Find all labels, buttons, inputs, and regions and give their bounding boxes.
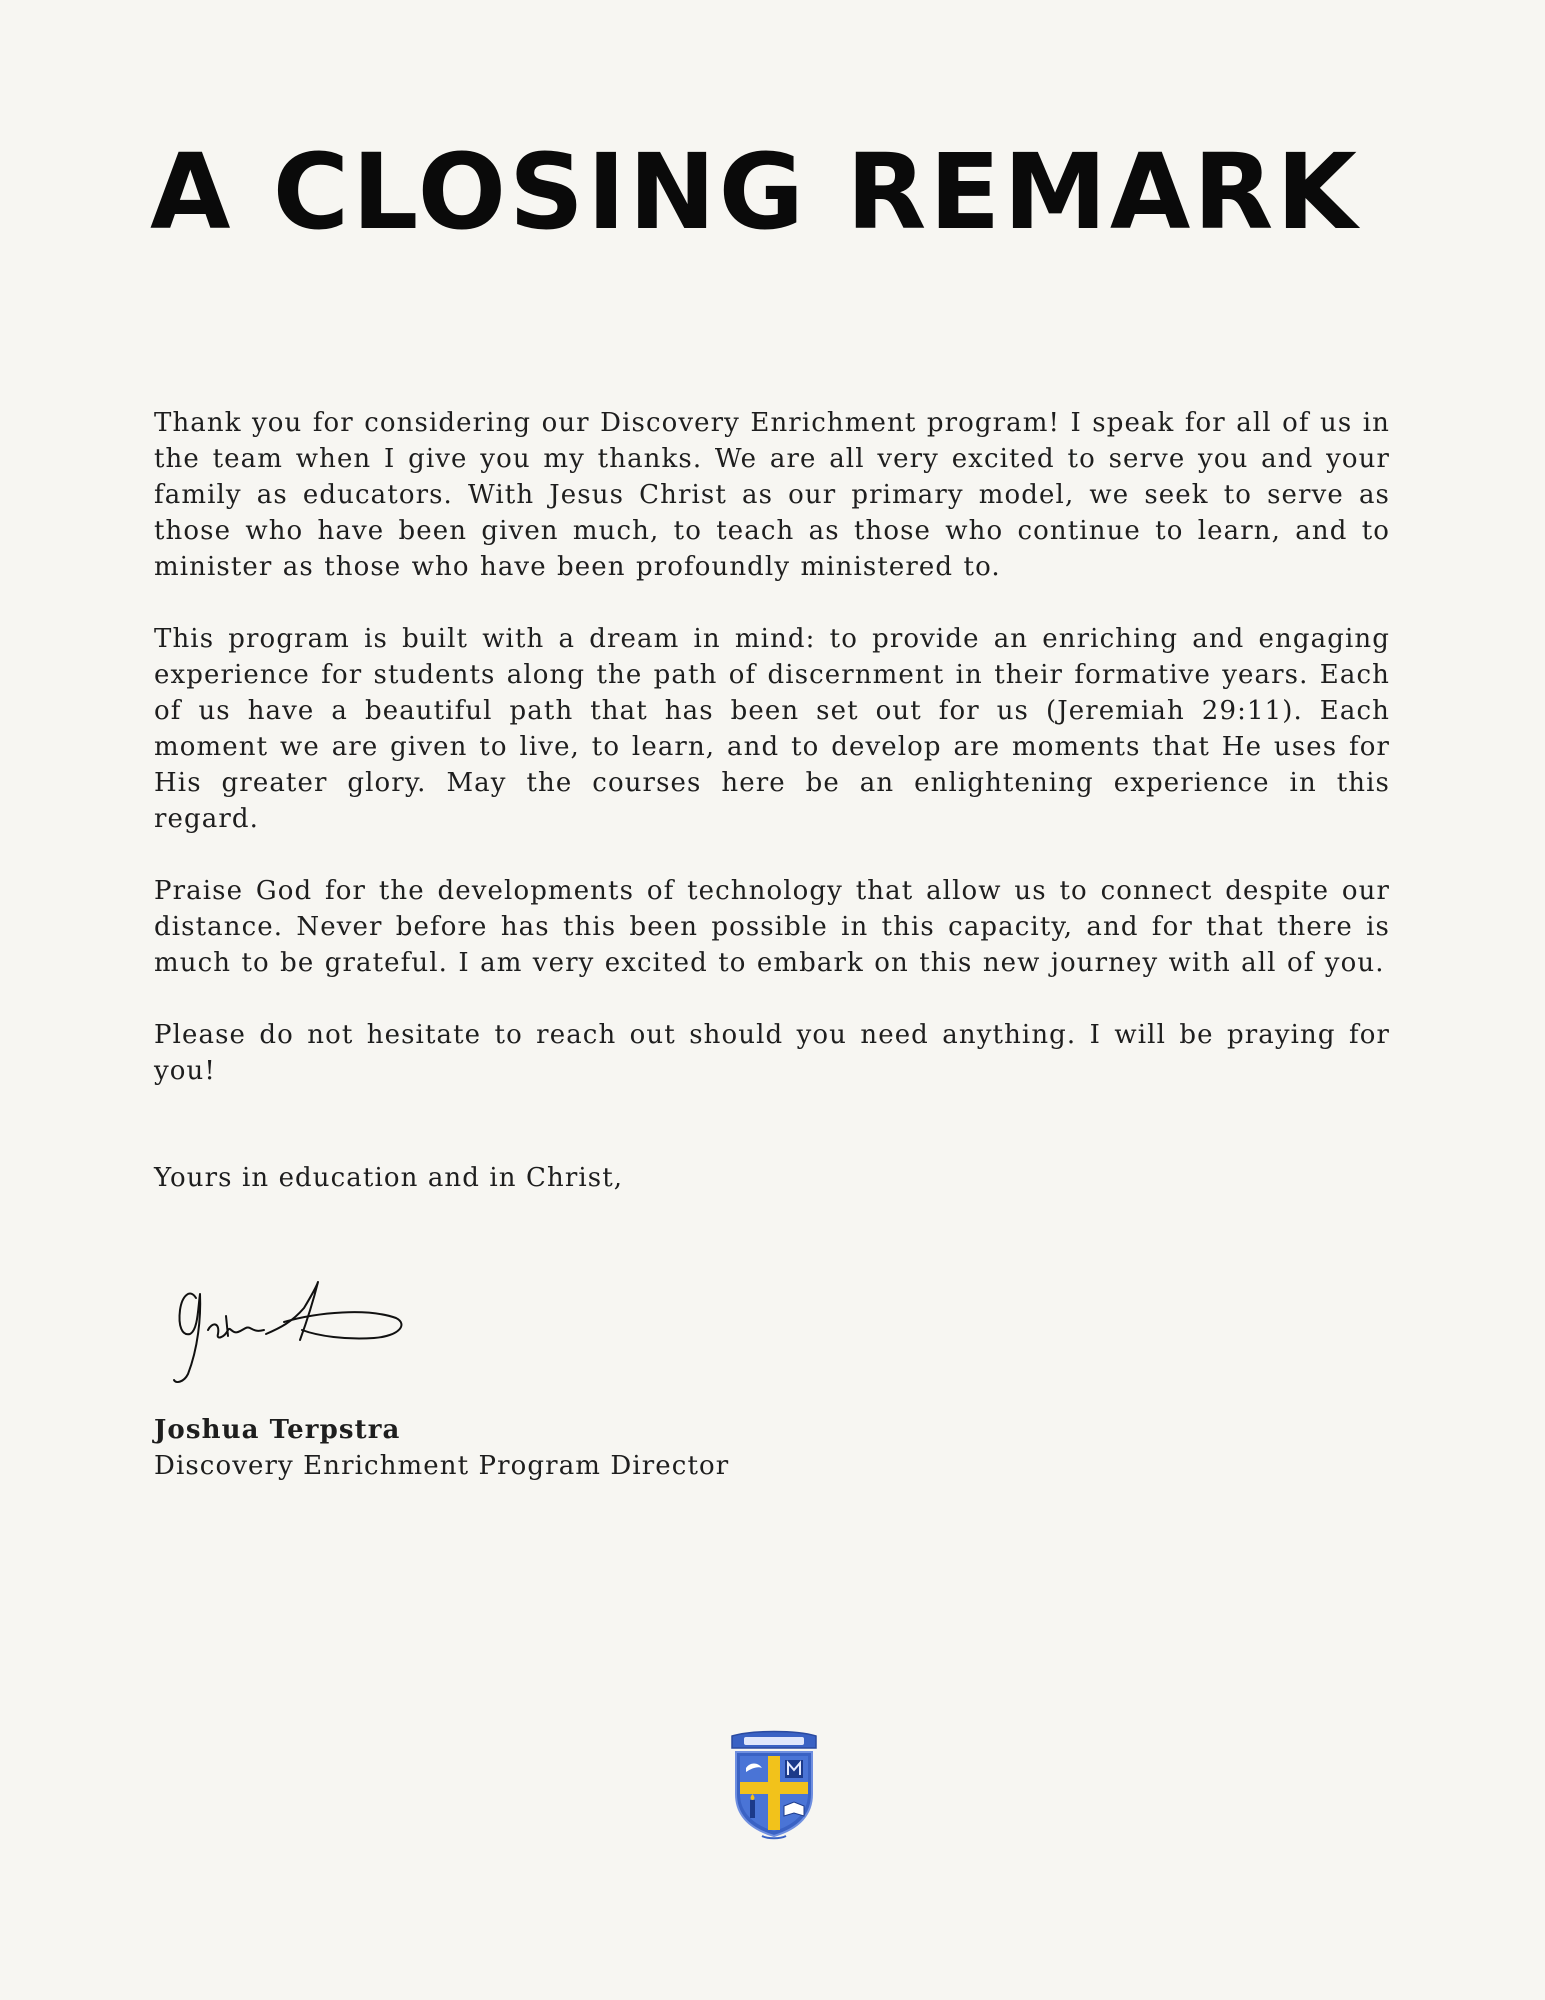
- school-crest-logo: [728, 1728, 820, 1842]
- signer-role: Discovery Enrichment Program Director: [154, 1451, 730, 1481]
- paragraph-3: Praise God for the developments of technology that allow us to connect despite our distance. Never before has this been possible in this capacity, and for that there is much to be grateful. I am very excited to embark on this new journey with all of you.: [154, 876, 1390, 978]
- handwritten-signature-icon: [168, 1278, 408, 1390]
- paragraph-1: Thank you for considering our Discovery Enrichment program! I speak for all of us in the team when I give you my thanks. We are all very excited to serve you and your family as educators. With Jesus Christ as our primary model, we seek to serve as those who have been given much, to teach as those who continue to learn, and to minister as those who have been profoundly ministered to.: [154, 408, 1390, 582]
- paragraph-2: This program is built with a dream in mind: to provide an enriching and engaging experience for students along the path of discernment in their formative years. Each of us have a beautiful path that has been set out for us (Jeremiah 29:11). Each moment we are given to live, to learn, and to develop are moments that He uses for His greater glory. May the courses here be an enlightening experience in this regard.: [154, 624, 1390, 834]
- signer-name: Joshua Terpstra: [154, 1415, 401, 1445]
- paragraph-4: Please do not hesitate to reach out should you need anything. I will be praying for you!: [154, 1020, 1390, 1086]
- closing-line: Yours in education and in Christ,: [154, 1163, 624, 1193]
- page-title: A CLOSING REMARK: [150, 131, 1360, 253]
- letter-body: [154, 405, 1390, 1125]
